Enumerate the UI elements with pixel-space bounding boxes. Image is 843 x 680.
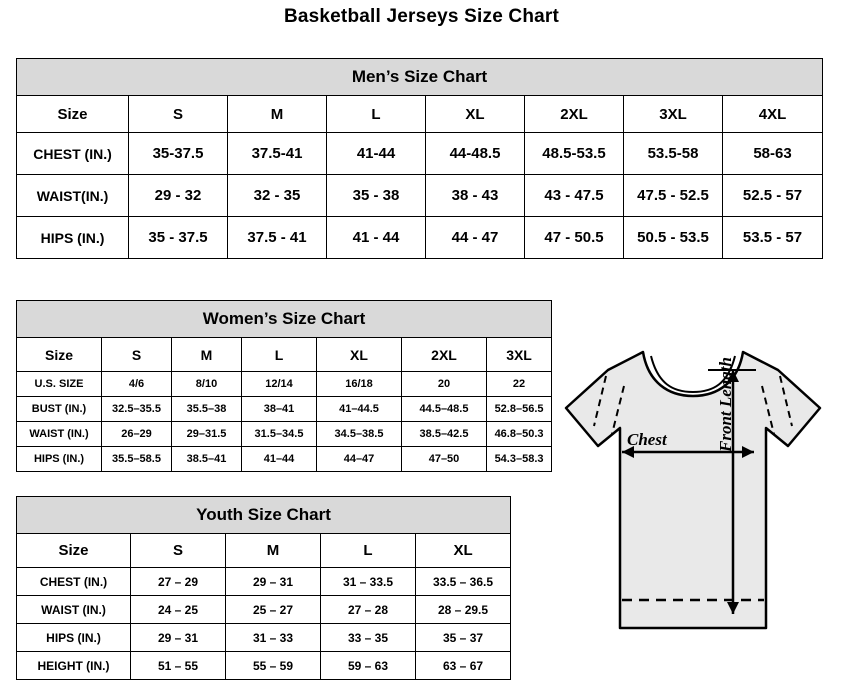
youth-chest-xl: 33.5 – 36.5 (416, 568, 511, 596)
womens-bust-l: 38–41 (242, 397, 317, 422)
mens-hips-s: 35 - 37.5 (129, 217, 228, 259)
womens-bust-m: 35.5–38 (172, 397, 242, 422)
youth-row-label-chest: CHEST (IN.) (17, 568, 131, 596)
mens-waist-s: 29 - 32 (129, 175, 228, 217)
mens-hips-3xl: 50.5 - 53.5 (624, 217, 723, 259)
mens-chest-2xl: 48.5-53.5 (525, 133, 624, 175)
womens-us-size-2xl: 20 (402, 372, 487, 397)
youth-height-m: 55 – 59 (226, 652, 321, 680)
youth-header-s: S (131, 534, 226, 568)
youth-waist-m: 25 – 27 (226, 596, 321, 624)
womens-waist-s: 26–29 (102, 422, 172, 447)
youth-hips-m: 31 – 33 (226, 624, 321, 652)
womens-hips-2xl: 47–50 (402, 447, 487, 472)
womens-chart-caption: Women’s Size Chart (17, 301, 552, 338)
womens-hips-xl: 44–47 (317, 447, 402, 472)
womens-hips-m: 38.5–41 (172, 447, 242, 472)
mens-hips-xl: 44 - 47 (426, 217, 525, 259)
mens-header-3xl: 3XL (624, 96, 723, 133)
mens-header-xl: XL (426, 96, 525, 133)
mens-chest-3xl: 53.5-58 (624, 133, 723, 175)
table-row (17, 397, 552, 422)
mens-header-m: M (228, 96, 327, 133)
youth-row-label-height: HEIGHT (IN.) (17, 652, 131, 680)
table-row (17, 568, 511, 596)
table-row (17, 422, 552, 447)
mens-waist-xl: 38 - 43 (426, 175, 525, 217)
table-row (17, 652, 511, 680)
youth-hips-s: 29 – 31 (131, 624, 226, 652)
womens-header-3xl: 3XL (487, 338, 552, 372)
womens-row-label-us-size: U.S. SIZE (17, 372, 102, 397)
womens-us-size-s: 4/6 (102, 372, 172, 397)
womens-waist-3xl: 46.8–50.3 (487, 422, 552, 447)
youth-size-chart (16, 496, 511, 680)
womens-waist-m: 29–31.5 (172, 422, 242, 447)
mens-hips-m: 37.5 - 41 (228, 217, 327, 259)
womens-header-m: M (172, 338, 242, 372)
mens-row-label-hips: HIPS (IN.) (17, 217, 129, 259)
table-row (17, 447, 552, 472)
youth-chest-s: 27 – 29 (131, 568, 226, 596)
mens-waist-3xl: 47.5 - 52.5 (624, 175, 723, 217)
mens-header-l: L (327, 96, 426, 133)
youth-header-l: L (321, 534, 416, 568)
womens-row-label-hips: HIPS (IN.) (17, 447, 102, 472)
womens-us-size-m: 8/10 (172, 372, 242, 397)
mens-size-chart (16, 58, 823, 259)
womens-bust-s: 32.5–35.5 (102, 397, 172, 422)
womens-header-size: Size (17, 338, 102, 372)
womens-bust-2xl: 44.5–48.5 (402, 397, 487, 422)
youth-header-xl: XL (416, 534, 511, 568)
womens-us-size-xl: 16/18 (317, 372, 402, 397)
mens-chest-s: 35-37.5 (129, 133, 228, 175)
youth-header-m: M (226, 534, 321, 568)
mens-row-label-chest: CHEST (IN.) (17, 133, 129, 175)
chest-measurement-label: Chest (627, 430, 667, 449)
womens-row-label-bust: BUST (IN.) (17, 397, 102, 422)
front-length-measurement-label: Front Length (716, 357, 735, 452)
mens-waist-l: 35 - 38 (327, 175, 426, 217)
mens-header-2xl: 2XL (525, 96, 624, 133)
womens-size-chart (16, 300, 552, 472)
youth-waist-xl: 28 – 29.5 (416, 596, 511, 624)
mens-waist-4xl: 52.5 - 57 (723, 175, 823, 217)
youth-height-l: 59 – 63 (321, 652, 416, 680)
table-row (17, 372, 552, 397)
mens-chest-xl: 44-48.5 (426, 133, 525, 175)
table-row (17, 596, 511, 624)
mens-chest-m: 37.5-41 (228, 133, 327, 175)
mens-chest-4xl: 58-63 (723, 133, 823, 175)
womens-hips-3xl: 54.3–58.3 (487, 447, 552, 472)
womens-header-xl: XL (317, 338, 402, 372)
mens-waist-2xl: 43 - 47.5 (525, 175, 624, 217)
mens-header-s: S (129, 96, 228, 133)
womens-waist-2xl: 38.5–42.5 (402, 422, 487, 447)
womens-header-2xl: 2XL (402, 338, 487, 372)
womens-bust-3xl: 52.8–56.5 (487, 397, 552, 422)
womens-row-label-waist: WAIST (IN.) (17, 422, 102, 447)
mens-hips-l: 41 - 44 (327, 217, 426, 259)
youth-chest-m: 29 – 31 (226, 568, 321, 596)
youth-row-label-hips: HIPS (IN.) (17, 624, 131, 652)
womens-us-size-l: 12/14 (242, 372, 317, 397)
mens-hips-2xl: 47 - 50.5 (525, 217, 624, 259)
youth-row-label-waist: WAIST (IN.) (17, 596, 131, 624)
mens-row-label-waist: WAIST(IN.) (17, 175, 129, 217)
table-row (17, 624, 511, 652)
mens-chest-l: 41-44 (327, 133, 426, 175)
youth-hips-xl: 35 – 37 (416, 624, 511, 652)
mens-header-4xl: 4XL (723, 96, 823, 133)
womens-header-s: S (102, 338, 172, 372)
womens-hips-s: 35.5–58.5 (102, 447, 172, 472)
mens-hips-4xl: 53.5 - 57 (723, 217, 823, 259)
youth-waist-s: 24 – 25 (131, 596, 226, 624)
measurement-diagram (548, 330, 838, 670)
mens-chart-caption: Men’s Size Chart (17, 59, 823, 96)
youth-chart-caption: Youth Size Chart (17, 497, 511, 534)
womens-hips-l: 41–44 (242, 447, 317, 472)
mens-header-size: Size (17, 96, 129, 133)
table-row (17, 175, 823, 217)
womens-us-size-3xl: 22 (487, 372, 552, 397)
youth-chest-l: 31 – 33.5 (321, 568, 416, 596)
mens-waist-m: 32 - 35 (228, 175, 327, 217)
youth-hips-l: 33 – 35 (321, 624, 416, 652)
table-row (17, 133, 823, 175)
youth-header-size: Size (17, 534, 131, 568)
page-title: Basketball Jerseys Size Chart (283, 6, 560, 27)
womens-bust-xl: 41–44.5 (317, 397, 402, 422)
youth-height-xl: 63 – 67 (416, 652, 511, 680)
tshirt-icon (548, 330, 838, 670)
womens-waist-xl: 34.5–38.5 (317, 422, 402, 447)
table-row (17, 217, 823, 259)
youth-waist-l: 27 – 28 (321, 596, 416, 624)
womens-header-l: L (242, 338, 317, 372)
youth-height-s: 51 – 55 (131, 652, 226, 680)
womens-waist-l: 31.5–34.5 (242, 422, 317, 447)
